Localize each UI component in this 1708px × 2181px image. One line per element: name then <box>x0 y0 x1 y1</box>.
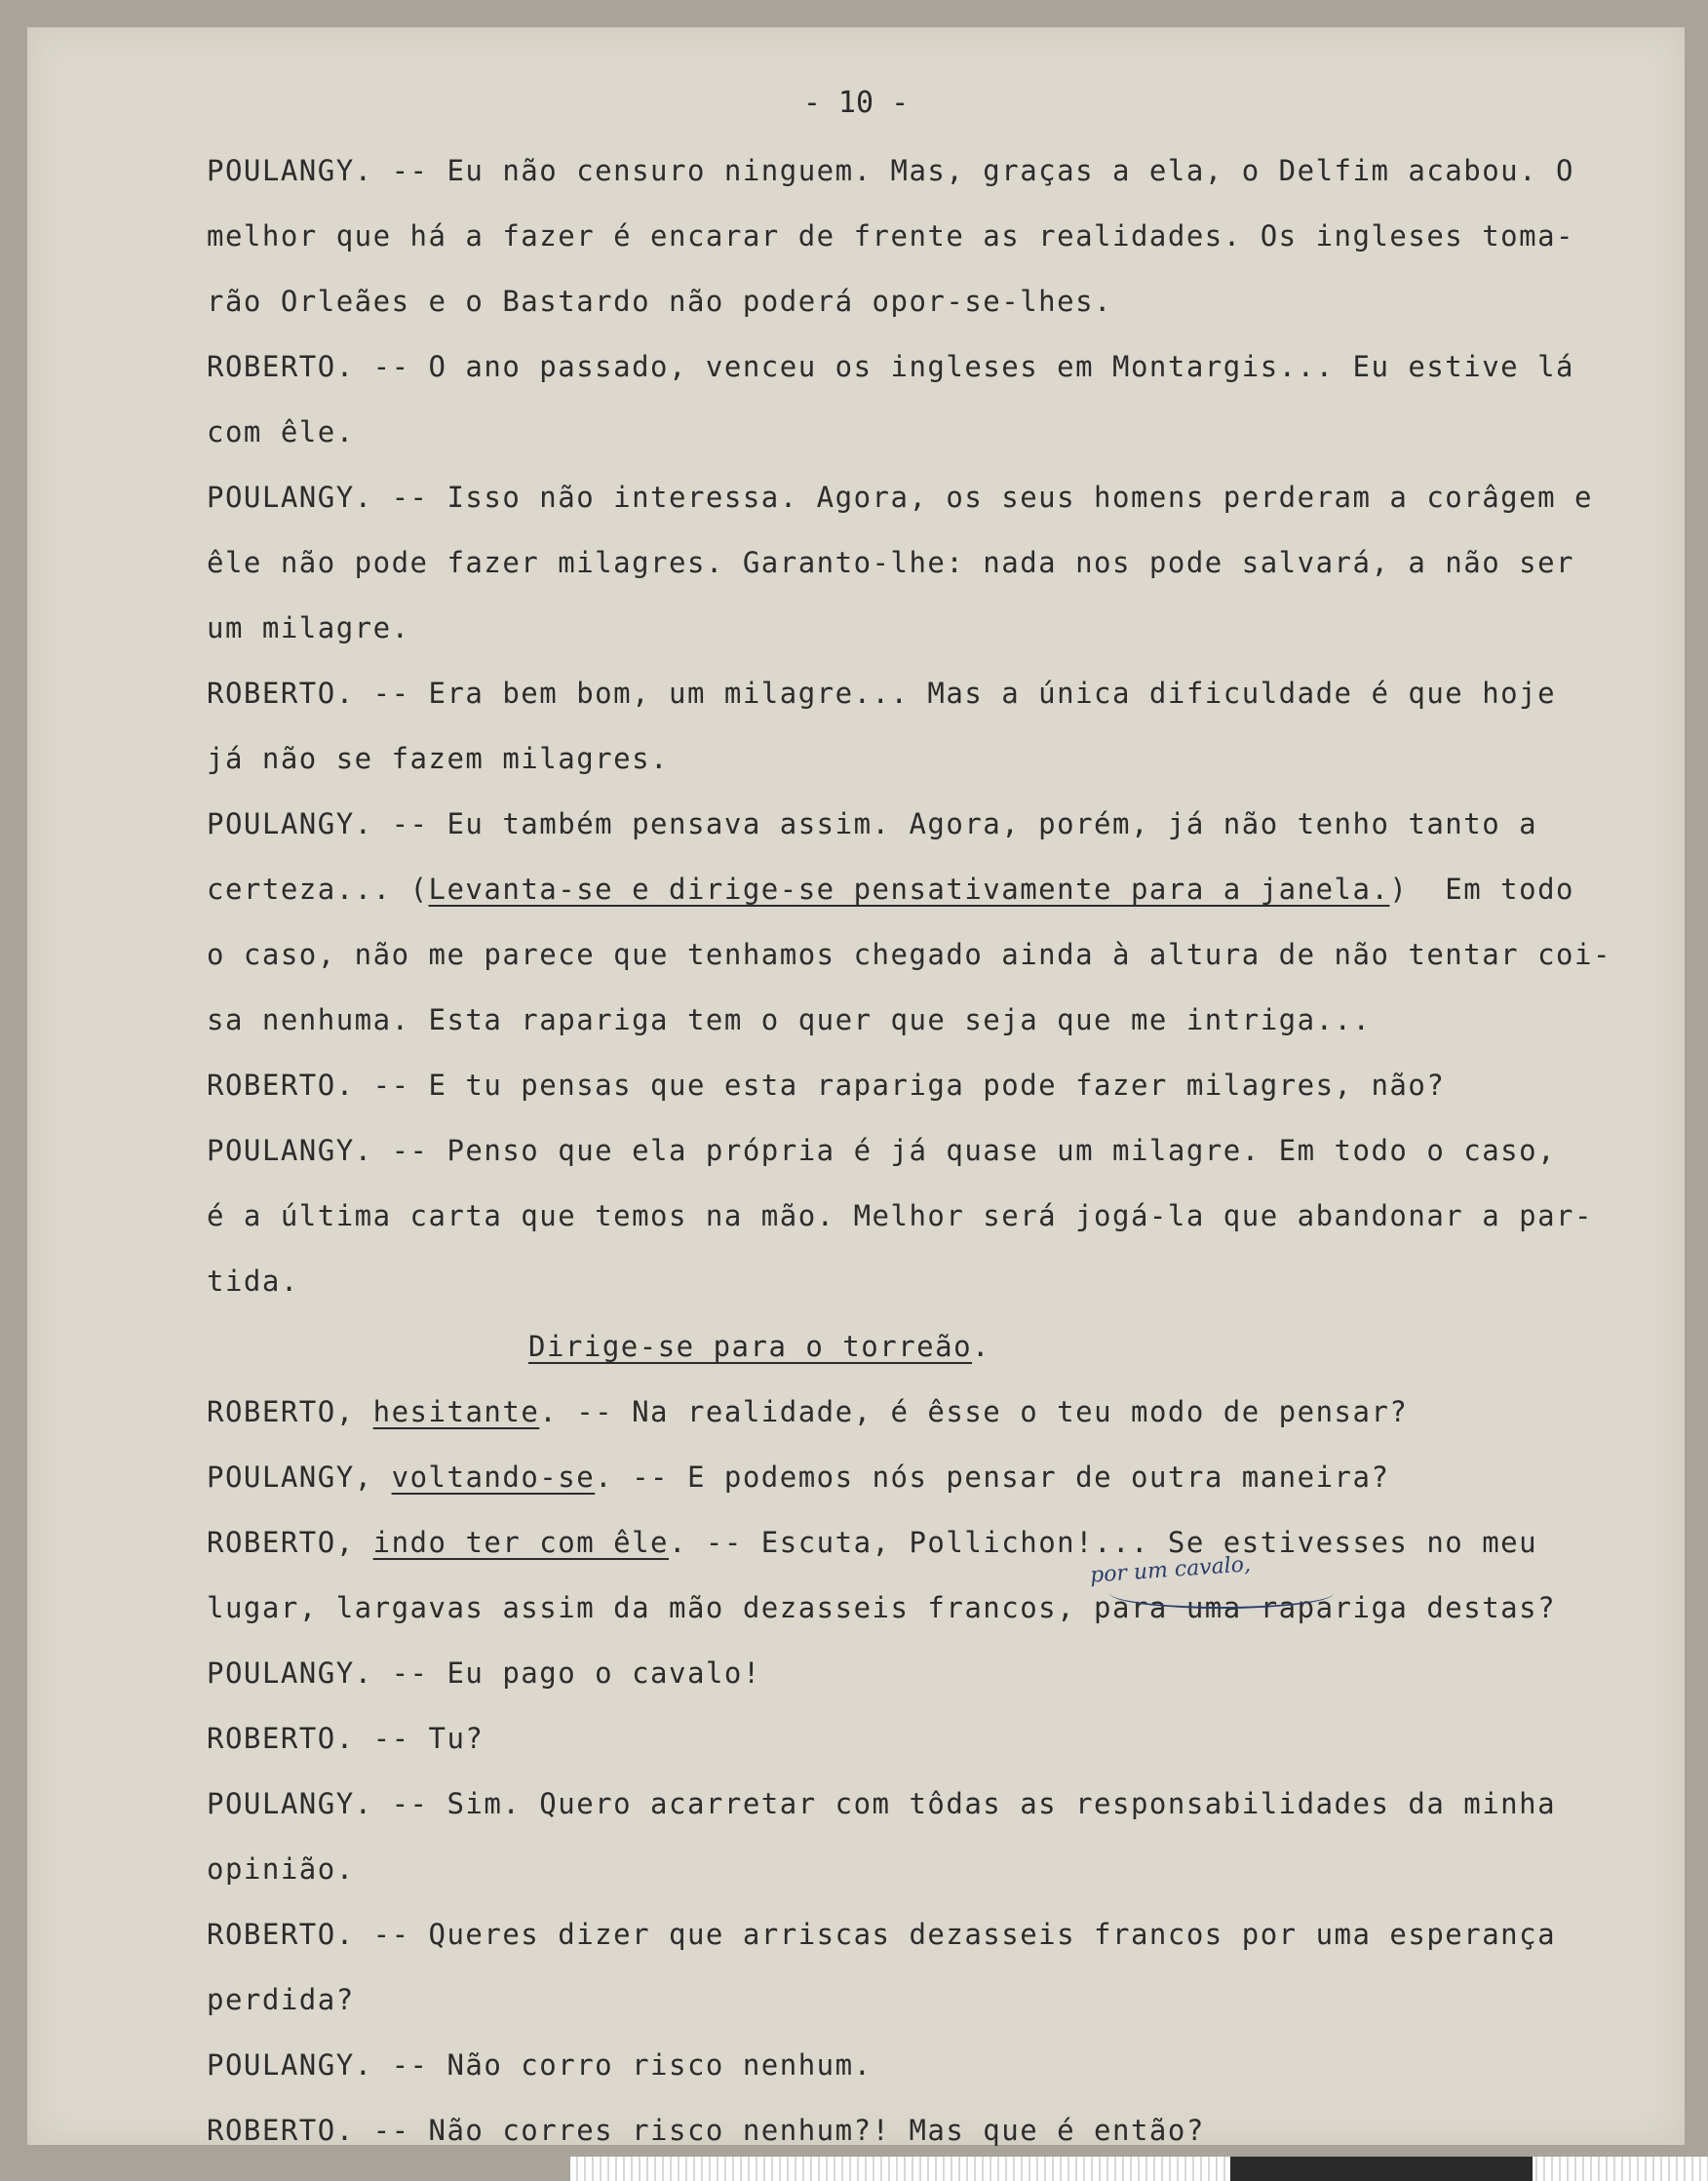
text-line <box>207 1457 1689 1522</box>
script-text <box>207 150 1689 2175</box>
line-segment: ROBERTO, <box>207 1395 373 1428</box>
text-line: sa nenhuma. Esta rapariga tem o quer que seja que me intriga... <box>207 1003 1372 1036</box>
text-line: POULANGY. -- Eu não censuro ninguem. Mas, graças a ela, o Delfim acabou. O <box>207 154 1575 187</box>
text-line: perdida? <box>207 1983 355 2016</box>
text-line <box>207 1522 1689 1587</box>
text-line: com êle. <box>207 415 355 448</box>
text-line: ROBERTO. -- E tu pensas que esta rapariga pode fazer milagres, não? <box>207 1069 1446 1102</box>
stage-direction: hesitante <box>372 1395 540 1428</box>
text-line: ROBERTO. -- Era bem bom, um milagre... Mas a única dificuldade é que hoje <box>207 677 1557 710</box>
text-line: ROBERTO. -- O ano passado, venceu os ingleses em Montargis... Eu estive lá <box>207 350 1575 383</box>
line-segment: . <box>972 1330 990 1363</box>
text-line: ROBERTO. -- Tu? <box>207 1722 485 1755</box>
line-segment: . -- Escuta, Pollichon!... Se estivesses no meu <box>669 1526 1538 1559</box>
text-line: já não se fazem milagres. <box>207 742 669 775</box>
text-line: POULANGY. -- Não corro risco nenhum. <box>207 2048 873 2082</box>
text-line: POULANGY. -- Penso que ela própria é já quase um milagre. Em todo o caso, <box>207 1134 1557 1167</box>
text-line: êle não pode fazer milagres. Garanto-lhe: nada nos pode salvará, a não ser <box>207 546 1575 579</box>
text-line <box>207 869 1689 934</box>
text-line: ROBERTO. -- Não corres risco nenhum?! Mas que é então? <box>207 2114 1205 2147</box>
text-line: melhor que há a fazer é encarar de frente as realidades. Os ingleses toma- <box>207 219 1575 253</box>
text-line: POULANGY. -- Eu também pensava assim. Agora, porém, já não tenho tanto a <box>207 807 1538 840</box>
stage-direction: Levanta-se e dirige-se pensativamente para a janela. <box>428 873 1390 906</box>
page-number: - 10 - <box>802 86 910 120</box>
line-segment: . -- E podemos nós pensar de outra maneira? <box>595 1460 1390 1494</box>
scale-ruler-dark-segment <box>1230 2157 1533 2181</box>
text-line <box>207 1391 1689 1457</box>
typed-page <box>27 27 1685 2145</box>
scale-ruler <box>570 2157 1708 2181</box>
line-segment: POULANGY, <box>207 1460 392 1494</box>
text-line: POULANGY. -- Sim. Quero acarretar com tôdas as responsabilidades da minha <box>207 1787 1557 1820</box>
handwritten-note: por um cavalo, <box>1089 1552 1252 1588</box>
stage-direction: voltando-se <box>391 1460 596 1494</box>
line-segment: . -- Na realidade, é êsse o teu modo de pensar? <box>539 1395 1409 1428</box>
stage-direction: Dirige-se para o torreão <box>528 1330 973 1363</box>
text-line: o caso, não me parece que tenhamos chegado ainda à altura de não tentar coi- <box>207 938 1611 971</box>
text-line: ROBERTO. -- Queres dizer que arriscas dezasseis francos por uma esperança <box>207 1918 1557 1951</box>
text-line: rão Orleães e o Bastardo não poderá opor-se-lhes. <box>207 285 1113 318</box>
text-line: opinião. <box>207 1852 355 1886</box>
stage-direction: indo ter com êle <box>372 1526 669 1559</box>
line-segment: ) Em todo <box>1389 873 1575 906</box>
text-line <box>207 1326 1689 1391</box>
text-line: tida. <box>207 1265 299 1298</box>
text-line: POULANGY. -- Eu pago o cavalo! <box>207 1656 761 1690</box>
text-line: POULANGY. -- Isso não interessa. Agora, os seus homens perderam a corâgem e <box>207 481 1593 514</box>
line-segment: ROBERTO, <box>207 1526 373 1559</box>
text-line: lugar, largavas assim da mão dezasseis francos, para uma rapariga destas? <box>207 1591 1557 1624</box>
text-line: um milagre. <box>207 611 410 644</box>
text-line: é a última carta que temos na mão. Melhor será jogá-la que abandonar a par- <box>207 1199 1593 1232</box>
line-segment: certeza... ( <box>207 873 429 906</box>
